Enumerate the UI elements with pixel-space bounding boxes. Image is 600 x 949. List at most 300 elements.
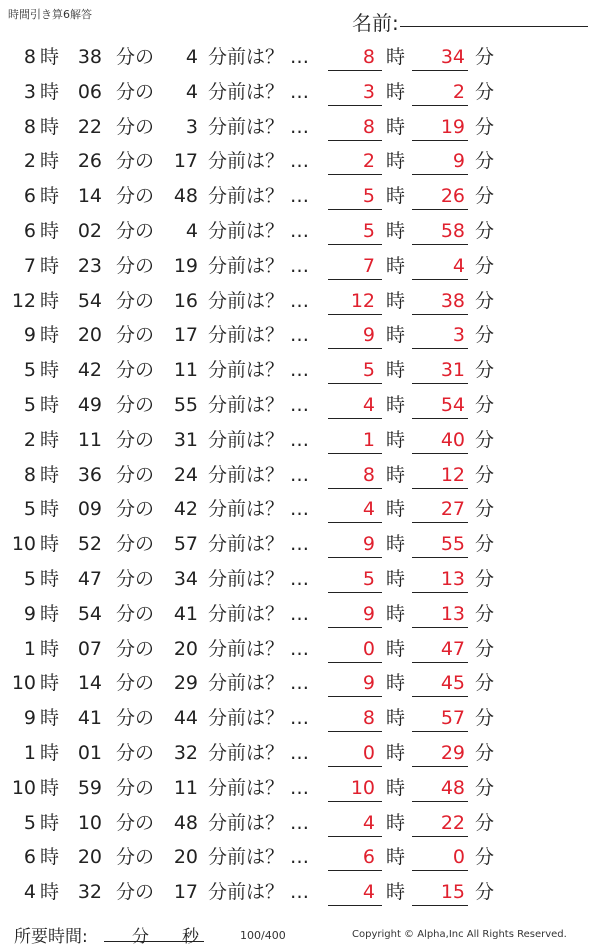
- start-minute: 01: [77, 741, 102, 764]
- question-label: 分前は？ …: [208, 393, 310, 416]
- start-hour: 5: [23, 393, 36, 416]
- hour-label: 時: [386, 811, 406, 834]
- start-minute: 14: [77, 672, 102, 695]
- hour-label: 時: [40, 741, 60, 764]
- answer-hour[interactable]: 6: [362, 846, 375, 869]
- minute-label: 分: [475, 846, 495, 869]
- hour-label: 時: [40, 811, 60, 834]
- answer-hour[interactable]: 1: [362, 428, 375, 451]
- answer-hour[interactable]: 0: [362, 741, 375, 764]
- answer-minute-line: [412, 801, 468, 802]
- minutes-before: 17: [173, 324, 198, 347]
- answer-hour-line: [328, 70, 382, 71]
- problem-row: [0, 423, 600, 458]
- answer-minute-line: [412, 70, 468, 71]
- problem-row: [0, 597, 600, 632]
- start-minute: 49: [77, 393, 102, 416]
- minute-of-label: 分の: [116, 637, 155, 660]
- hour-label: 時: [40, 185, 60, 208]
- answer-minute[interactable]: 13: [440, 567, 465, 590]
- answer-hour[interactable]: 3: [362, 80, 375, 103]
- minute-label: 分: [475, 185, 495, 208]
- answer-minute[interactable]: 55: [440, 533, 465, 556]
- hour-label: 時: [40, 672, 60, 695]
- answer-minute[interactable]: 22: [440, 811, 465, 834]
- problem-row: [0, 562, 600, 597]
- hour-label: 時: [386, 219, 406, 242]
- hour-label: 時: [386, 359, 406, 382]
- minute-of-label: 分の: [116, 567, 155, 590]
- hour-label: 時: [386, 741, 406, 764]
- minute-of-label: 分の: [116, 185, 155, 208]
- answer-minute[interactable]: 4: [452, 254, 465, 277]
- minutes-before: 20: [173, 846, 198, 869]
- minute-label: 分: [475, 428, 495, 451]
- hour-label: 時: [386, 254, 406, 277]
- minute-label: 分: [475, 463, 495, 486]
- problem-row: [0, 214, 600, 249]
- answer-minute[interactable]: 3: [452, 324, 465, 347]
- hour-label: 時: [386, 881, 406, 904]
- hour-label: 時: [40, 393, 60, 416]
- answer-hour[interactable]: 7: [362, 254, 375, 277]
- answer-hour-line: [328, 418, 382, 419]
- hour-label: 時: [386, 533, 406, 556]
- problem-row: [0, 388, 600, 423]
- hour-label: 時: [386, 672, 406, 695]
- hour-label: 時: [40, 776, 60, 799]
- minute-label: 分: [475, 672, 495, 695]
- answer-minute[interactable]: 48: [440, 776, 465, 799]
- answer-minute[interactable]: 47: [440, 637, 465, 660]
- question-label: 分前は？ …: [208, 324, 310, 347]
- problem-row: [0, 75, 600, 110]
- answer-hour[interactable]: 0: [362, 637, 375, 660]
- minute-label: 分: [475, 324, 495, 347]
- question-label: 分前は？ …: [208, 254, 310, 277]
- answer-hour[interactable]: 5: [362, 359, 375, 382]
- answer-hour[interactable]: 8: [362, 46, 375, 68]
- start-hour: 6: [23, 185, 36, 208]
- question-label: 分前は？ …: [208, 185, 310, 208]
- answer-hour[interactable]: 4: [362, 393, 375, 416]
- start-minute: 11: [77, 428, 102, 451]
- start-minute: 07: [77, 637, 102, 660]
- answer-hour[interactable]: 8: [362, 463, 375, 486]
- answer-minute[interactable]: 26: [440, 185, 465, 208]
- start-hour: 8: [23, 463, 36, 486]
- answer-hour-line: [328, 488, 382, 489]
- question-label: 分前は？ …: [208, 881, 310, 904]
- minutes-before: 55: [173, 393, 198, 416]
- hour-label: 時: [386, 846, 406, 869]
- start-minute: 26: [77, 150, 102, 173]
- start-minute: 23: [77, 254, 102, 277]
- start-minute: 09: [77, 498, 102, 521]
- answer-hour-line: [328, 627, 382, 628]
- start-hour: 6: [23, 846, 36, 869]
- answer-hour-line: [328, 522, 382, 523]
- problem-row: [0, 736, 600, 771]
- question-label: 分前は？ …: [208, 846, 310, 869]
- problem-row: [0, 875, 600, 910]
- minute-label: 分: [475, 219, 495, 242]
- start-hour: 4: [23, 881, 36, 904]
- copyright: Copyright © Alpha,Inc All Rights Reserved.: [352, 929, 567, 940]
- answer-minute[interactable]: 29: [440, 741, 465, 764]
- question-label: 分前は？ …: [208, 637, 310, 660]
- answer-hour-line: [328, 592, 382, 593]
- minute-of-label: 分の: [116, 498, 155, 521]
- start-hour: 8: [23, 115, 36, 138]
- answer-minute[interactable]: 38: [440, 289, 465, 312]
- start-hour: 3: [23, 80, 36, 103]
- answer-minute[interactable]: 13: [440, 602, 465, 625]
- minutes-before: 4: [185, 46, 198, 68]
- answer-hour-line: [328, 696, 382, 697]
- minutes-before: 42: [173, 498, 198, 521]
- minutes-before: 19: [173, 254, 198, 277]
- hour-label: 時: [40, 428, 60, 451]
- minutes-before: 48: [173, 185, 198, 208]
- minute-of-label: 分の: [116, 289, 155, 312]
- minutes-before: 31: [173, 428, 198, 451]
- minutes-before: 29: [173, 672, 198, 695]
- minute-label: 分: [475, 881, 495, 904]
- answer-minute[interactable]: 57: [440, 707, 465, 730]
- start-minute: 52: [77, 533, 102, 556]
- minute-label: 分: [475, 707, 495, 730]
- hour-label: 時: [386, 567, 406, 590]
- start-hour: 10: [11, 672, 36, 695]
- answer-hour[interactable]: 9: [362, 324, 375, 347]
- answer-minute-line: [412, 557, 468, 558]
- start-hour: 1: [23, 741, 36, 764]
- answer-hour[interactable]: 9: [362, 533, 375, 556]
- hour-label: 時: [40, 46, 60, 68]
- answer-hour[interactable]: 4: [362, 498, 375, 521]
- problem-row: [0, 492, 600, 527]
- minute-of-label: 分の: [116, 672, 155, 695]
- answer-minute-line: [412, 592, 468, 593]
- hour-label: 時: [40, 289, 60, 312]
- minute-label: 分: [475, 637, 495, 660]
- minute-of-label: 分の: [116, 707, 155, 730]
- answer-minute[interactable]: 2: [452, 80, 465, 103]
- problem-row: [0, 701, 600, 736]
- answer-hour[interactable]: 9: [362, 602, 375, 625]
- answer-hour-line: [328, 662, 382, 663]
- hour-label: 時: [40, 463, 60, 486]
- minute-of-label: 分の: [116, 811, 155, 834]
- minute-label: 分: [475, 741, 495, 764]
- answer-minute-line: [412, 766, 468, 767]
- problem-row: [0, 284, 600, 319]
- answer-hour-line: [328, 348, 382, 349]
- name-field-line[interactable]: [400, 26, 588, 27]
- answer-hour-line: [328, 870, 382, 871]
- minutes-before: 44: [173, 707, 198, 730]
- question-label: 分前は？ …: [208, 115, 310, 138]
- hour-label: 時: [40, 846, 60, 869]
- answer-minute[interactable]: 19: [440, 115, 465, 138]
- minutes-before: 32: [173, 741, 198, 764]
- minute-of-label: 分の: [116, 219, 155, 242]
- hour-label: 時: [386, 463, 406, 486]
- answer-hour[interactable]: 4: [362, 881, 375, 904]
- start-minute: 38: [77, 46, 102, 68]
- hour-label: 時: [40, 881, 60, 904]
- answer-minute-line: [412, 731, 468, 732]
- question-label: 分前は？ …: [208, 463, 310, 486]
- start-hour: 10: [11, 776, 36, 799]
- hour-label: 時: [386, 150, 406, 173]
- hour-label: 時: [386, 428, 406, 451]
- hour-label: 時: [386, 289, 406, 312]
- minutes-before: 34: [173, 567, 198, 590]
- minute-label: 分: [475, 359, 495, 382]
- question-label: 分前は？ …: [208, 567, 310, 590]
- minutes-before: 4: [185, 219, 198, 242]
- minutes-before: 4: [185, 80, 198, 103]
- start-minute: 10: [77, 811, 102, 834]
- start-hour: 9: [23, 602, 36, 625]
- start-minute: 36: [77, 463, 102, 486]
- answer-hour[interactable]: 5: [362, 567, 375, 590]
- time-minute-label: 分: [132, 927, 149, 947]
- minute-of-label: 分の: [116, 150, 155, 173]
- hour-label: 時: [40, 602, 60, 625]
- problem-row: [0, 110, 600, 145]
- answer-hour[interactable]: 12: [350, 289, 375, 312]
- answer-hour[interactable]: 5: [362, 185, 375, 208]
- question-label: 分前は？ …: [208, 602, 310, 625]
- minute-label: 分: [475, 393, 495, 416]
- answer-hour-line: [328, 383, 382, 384]
- answer-minute-line: [412, 105, 468, 106]
- start-minute: 22: [77, 115, 102, 138]
- answer-minute[interactable]: 58: [440, 219, 465, 242]
- score: 100/400: [240, 929, 286, 942]
- question-label: 分前は？ …: [208, 672, 310, 695]
- start-hour: 2: [23, 428, 36, 451]
- problem-row: [0, 353, 600, 388]
- minute-label: 分: [475, 254, 495, 277]
- hour-label: 時: [40, 150, 60, 173]
- hour-label: 時: [386, 637, 406, 660]
- answer-minute[interactable]: 9: [452, 150, 465, 173]
- start-hour: 10: [11, 533, 36, 556]
- hour-label: 時: [386, 707, 406, 730]
- problem-row: [0, 527, 600, 562]
- answer-minute-line: [412, 836, 468, 837]
- minute-of-label: 分の: [116, 776, 155, 799]
- answer-hour-line: [328, 314, 382, 315]
- start-minute: 54: [77, 289, 102, 312]
- minutes-before: 24: [173, 463, 198, 486]
- minute-of-label: 分の: [116, 428, 155, 451]
- minutes-before: 41: [173, 602, 198, 625]
- minute-label: 分: [475, 289, 495, 312]
- problem-row: [0, 249, 600, 284]
- hour-label: 時: [40, 359, 60, 382]
- answer-hour-line: [328, 244, 382, 245]
- hour-label: 時: [386, 324, 406, 347]
- question-label: 分前は？ …: [208, 811, 310, 834]
- hour-label: 時: [386, 602, 406, 625]
- name-label: 名前:: [352, 11, 399, 35]
- answer-hour[interactable]: 2: [362, 150, 375, 173]
- start-minute: 59: [77, 776, 102, 799]
- answer-minute[interactable]: 27: [440, 498, 465, 521]
- hour-label: 時: [386, 185, 406, 208]
- start-hour: 9: [23, 324, 36, 347]
- hour-label: 時: [386, 393, 406, 416]
- minute-of-label: 分の: [116, 463, 155, 486]
- answer-minute-line: [412, 244, 468, 245]
- answer-minute-line: [412, 522, 468, 523]
- start-minute: 20: [77, 324, 102, 347]
- minute-of-label: 分の: [116, 602, 155, 625]
- hour-label: 時: [40, 707, 60, 730]
- answer-minute-line: [412, 348, 468, 349]
- question-label: 分前は？ …: [208, 289, 310, 312]
- start-minute: 02: [77, 219, 102, 242]
- answer-hour-line: [328, 174, 382, 175]
- answer-minute-line: [412, 314, 468, 315]
- answer-hour[interactable]: 5: [362, 219, 375, 242]
- start-hour: 1: [23, 637, 36, 660]
- problem-row: [0, 632, 600, 667]
- answer-minute[interactable]: 31: [440, 359, 465, 382]
- start-hour: 9: [23, 707, 36, 730]
- answer-minute[interactable]: 15: [440, 881, 465, 904]
- minute-of-label: 分の: [116, 359, 155, 382]
- start-minute: 32: [77, 881, 102, 904]
- hour-label: 時: [40, 115, 60, 138]
- minute-of-label: 分の: [116, 846, 155, 869]
- answer-minute-line: [412, 905, 468, 906]
- problem-row: [0, 144, 600, 179]
- hour-label: 時: [40, 80, 60, 103]
- start-hour: 5: [23, 359, 36, 382]
- start-hour: 7: [23, 254, 36, 277]
- minute-label: 分: [475, 533, 495, 556]
- minute-label: 分: [475, 811, 495, 834]
- answer-minute-line: [412, 870, 468, 871]
- answer-hour-line: [328, 731, 382, 732]
- minute-of-label: 分の: [116, 254, 155, 277]
- hour-label: 時: [40, 219, 60, 242]
- answer-hour-line: [328, 209, 382, 210]
- minute-label: 分: [475, 46, 495, 68]
- start-minute: 41: [77, 707, 102, 730]
- answer-minute[interactable]: 34: [440, 46, 465, 68]
- question-label: 分前は？ …: [208, 533, 310, 556]
- problem-row: [0, 458, 600, 493]
- question-label: 分前は？ …: [208, 428, 310, 451]
- hour-label: 時: [386, 46, 406, 68]
- start-minute: 47: [77, 567, 102, 590]
- problem-row: [0, 318, 600, 353]
- hour-label: 時: [40, 637, 60, 660]
- answer-minute-line: [412, 209, 468, 210]
- start-minute: 14: [77, 185, 102, 208]
- answer-minute[interactable]: 0: [452, 846, 465, 869]
- question-label: 分前は？ …: [208, 741, 310, 764]
- start-hour: 5: [23, 567, 36, 590]
- minutes-before: 20: [173, 637, 198, 660]
- problem-list: [0, 40, 600, 910]
- answer-minute[interactable]: 12: [440, 463, 465, 486]
- problem-row: [0, 840, 600, 875]
- start-minute: 06: [77, 80, 102, 103]
- question-label: 分前は？ …: [208, 359, 310, 382]
- hour-label: 時: [40, 498, 60, 521]
- answer-hour-line: [328, 801, 382, 802]
- answer-hour[interactable]: 8: [362, 115, 375, 138]
- question-label: 分前は？ …: [208, 707, 310, 730]
- question-label: 分前は？ …: [208, 150, 310, 173]
- answer-hour-line: [328, 140, 382, 141]
- minute-label: 分: [475, 567, 495, 590]
- minute-of-label: 分の: [116, 881, 155, 904]
- minutes-before: 3: [185, 115, 198, 138]
- minute-label: 分: [475, 498, 495, 521]
- problem-row: [0, 806, 600, 841]
- problem-row: [0, 666, 600, 701]
- minutes-before: 11: [173, 776, 198, 799]
- answer-minute-line: [412, 174, 468, 175]
- start-hour: 5: [23, 498, 36, 521]
- problem-row: [0, 771, 600, 806]
- answer-hour-line: [328, 836, 382, 837]
- start-minute: 20: [77, 846, 102, 869]
- answer-hour-line: [328, 105, 382, 106]
- hour-label: 時: [386, 776, 406, 799]
- answer-minute-line: [412, 140, 468, 141]
- minute-label: 分: [475, 602, 495, 625]
- answer-hour-line: [328, 905, 382, 906]
- time-second-label: 秒: [182, 927, 199, 947]
- start-hour: 2: [23, 150, 36, 173]
- answer-hour[interactable]: 10: [350, 776, 375, 799]
- hour-label: 時: [40, 324, 60, 347]
- question-label: 分前は？ …: [208, 46, 310, 68]
- answer-minute-line: [412, 279, 468, 280]
- minute-label: 分: [475, 115, 495, 138]
- start-hour: 8: [23, 46, 36, 68]
- minutes-before: 48: [173, 811, 198, 834]
- hour-label: 時: [386, 498, 406, 521]
- answer-hour[interactable]: 9: [362, 672, 375, 695]
- start-hour: 12: [11, 289, 36, 312]
- time-required-label: 所要時間:: [14, 927, 88, 947]
- minutes-before: 16: [173, 289, 198, 312]
- answer-minute[interactable]: 40: [440, 428, 465, 451]
- hour-label: 時: [40, 567, 60, 590]
- answer-hour[interactable]: 4: [362, 811, 375, 834]
- answer-minute[interactable]: 45: [440, 672, 465, 695]
- answer-hour[interactable]: 8: [362, 707, 375, 730]
- answer-minute-line: [412, 696, 468, 697]
- answer-hour-line: [328, 279, 382, 280]
- minute-label: 分: [475, 776, 495, 799]
- start-minute: 42: [77, 359, 102, 382]
- minute-of-label: 分の: [116, 741, 155, 764]
- minutes-before: 57: [173, 533, 198, 556]
- answer-minute[interactable]: 54: [440, 393, 465, 416]
